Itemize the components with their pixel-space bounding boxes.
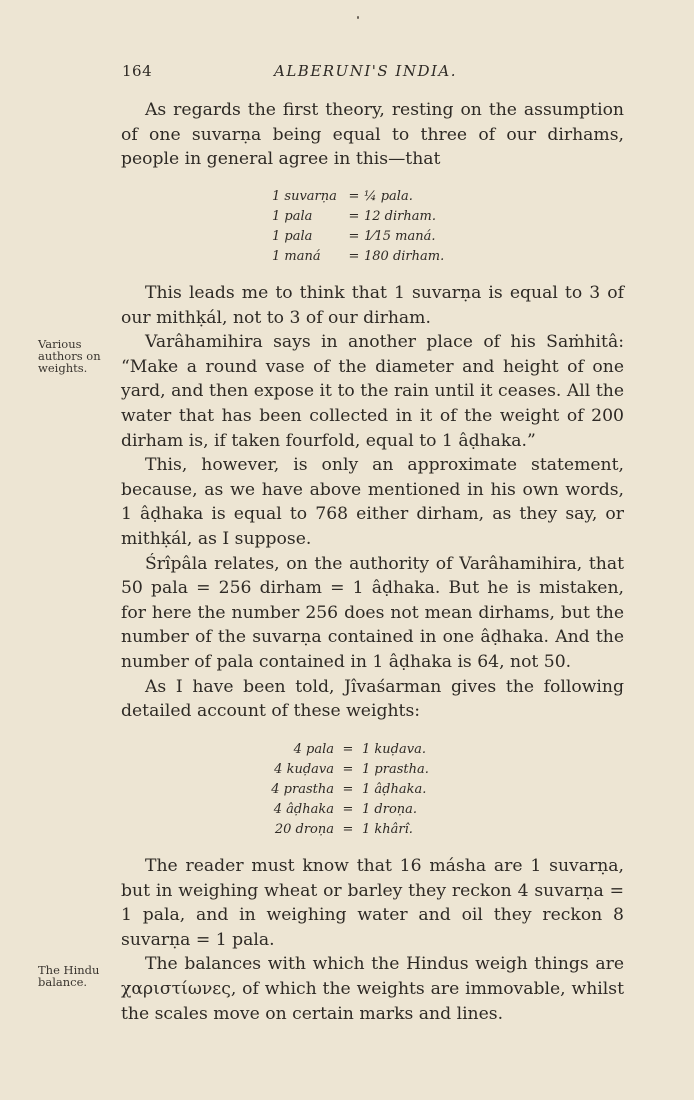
table-rhs: 12 dirham.	[364, 209, 436, 224]
table-eq: =	[342, 742, 354, 757]
paragraph-theory	[121, 98, 624, 172]
table-row	[266, 740, 429, 760]
paragraph-7: The reader must know that 16 másha are 1 suvarṇa, but in weighing wheat or barley they reckon 4 suvarṇa = 1 pala, and in weighing water and oil they reckon 8 suvarṇa = 1 pala.	[121, 856, 624, 950]
weights-table-2	[266, 740, 429, 840]
table-rhs: 180 dirham.	[364, 249, 445, 264]
table-row	[266, 820, 429, 840]
table-rhs: 1 âḍhaka.	[362, 782, 427, 797]
table-rhs: ¼ pala.	[364, 189, 413, 204]
margin-note-balance: The Hindu balance.	[38, 963, 100, 989]
paragraph-3: Varâhamihira says in another place of his Saṁhitâ: “Make a round vase of the diameter and height of one yard, and then expose it to the rain until it ceases. All the water that has been collected in it of the weight of 200 dirham is, if taken fourfold, equal to 1 âḍhaka.”	[121, 332, 624, 451]
table-eq: =	[348, 209, 360, 224]
ink-speck	[357, 16, 359, 19]
table-lhs: 1 pala	[272, 209, 313, 224]
table-lhs: 1 suvarṇa	[272, 189, 337, 204]
table-eq: =	[348, 249, 360, 264]
running-head: ALBERUNI'S INDIA.	[274, 62, 458, 80]
paragraph-8: The balances with which the Hindus weigh things are χαριστίωνες, of which the weights are immovable, whilst the scales move on certain marks and lines.	[121, 954, 624, 1024]
table-row	[266, 760, 429, 780]
table-rhs: 1 kuḍava.	[362, 742, 426, 757]
paragraph-5: Śrîpâla relates, on the authority of Varâhamihira, that 50 pala = 256 dirham = 1 âḍhaka. But he is mistaken, for here the number 256 does not mean dirhams, but the number of the suvarṇa contained in one âḍhaka. And the number of pala contained in 1 âḍhaka is 64, not 50.	[121, 553, 624, 672]
paragraph-block-3	[121, 854, 624, 1026]
table-lhs: 1 pala	[272, 229, 313, 244]
table-lhs: 4 pala	[293, 742, 334, 757]
margin-note-authors: Various authors on weights.	[38, 337, 101, 375]
table-rhs: 1⁄15 maná.	[364, 229, 436, 244]
table-row	[266, 800, 429, 820]
table-lhs: 4 kuḍava	[274, 762, 334, 777]
table-eq: =	[342, 782, 354, 797]
paragraph-block-2	[121, 281, 624, 724]
page-header	[122, 62, 622, 86]
table-eq: =	[348, 229, 360, 244]
table-eq: =	[342, 822, 354, 837]
table-row	[272, 247, 444, 267]
table-rhs: 1 droṇa.	[362, 802, 418, 817]
table-lhs: 4 prastha	[271, 782, 334, 797]
table-row	[266, 780, 429, 800]
table-eq: =	[348, 189, 360, 204]
table-row	[272, 187, 444, 207]
table-eq: =	[342, 802, 354, 817]
table-row	[272, 227, 444, 247]
table-rhs: 1 prastha.	[362, 762, 429, 777]
paragraph-4: This, however, is only an approximate statement, because, as we have above mentioned in his own words, 1 âḍhaka is equal to 768 either dirham, as they say, or mithḳál, as I suppose.	[121, 455, 624, 549]
weights-table-1	[272, 187, 444, 267]
paragraph-1: As regards the first theory, resting on the assumption of one suvarṇa being equal to three of our dirhams, people in general agree in this—that	[121, 100, 624, 170]
paragraph-6: As I have been told, Jîvaśarman gives the following detailed account of these weights:	[121, 676, 624, 722]
paragraph-2: This leads me to think that 1 suvarṇa is equal to 3 of our mithḳál, not to 3 of our dirham.	[121, 283, 624, 328]
table-lhs: 20 droṇa	[274, 822, 334, 837]
table-eq: =	[342, 762, 354, 777]
table-lhs: 4 âḍhaka	[273, 802, 334, 817]
page-number: 164	[122, 62, 153, 80]
table-lhs: 1 maná	[272, 249, 321, 264]
table-rhs: 1 khârî.	[362, 822, 413, 837]
table-row	[272, 207, 444, 227]
